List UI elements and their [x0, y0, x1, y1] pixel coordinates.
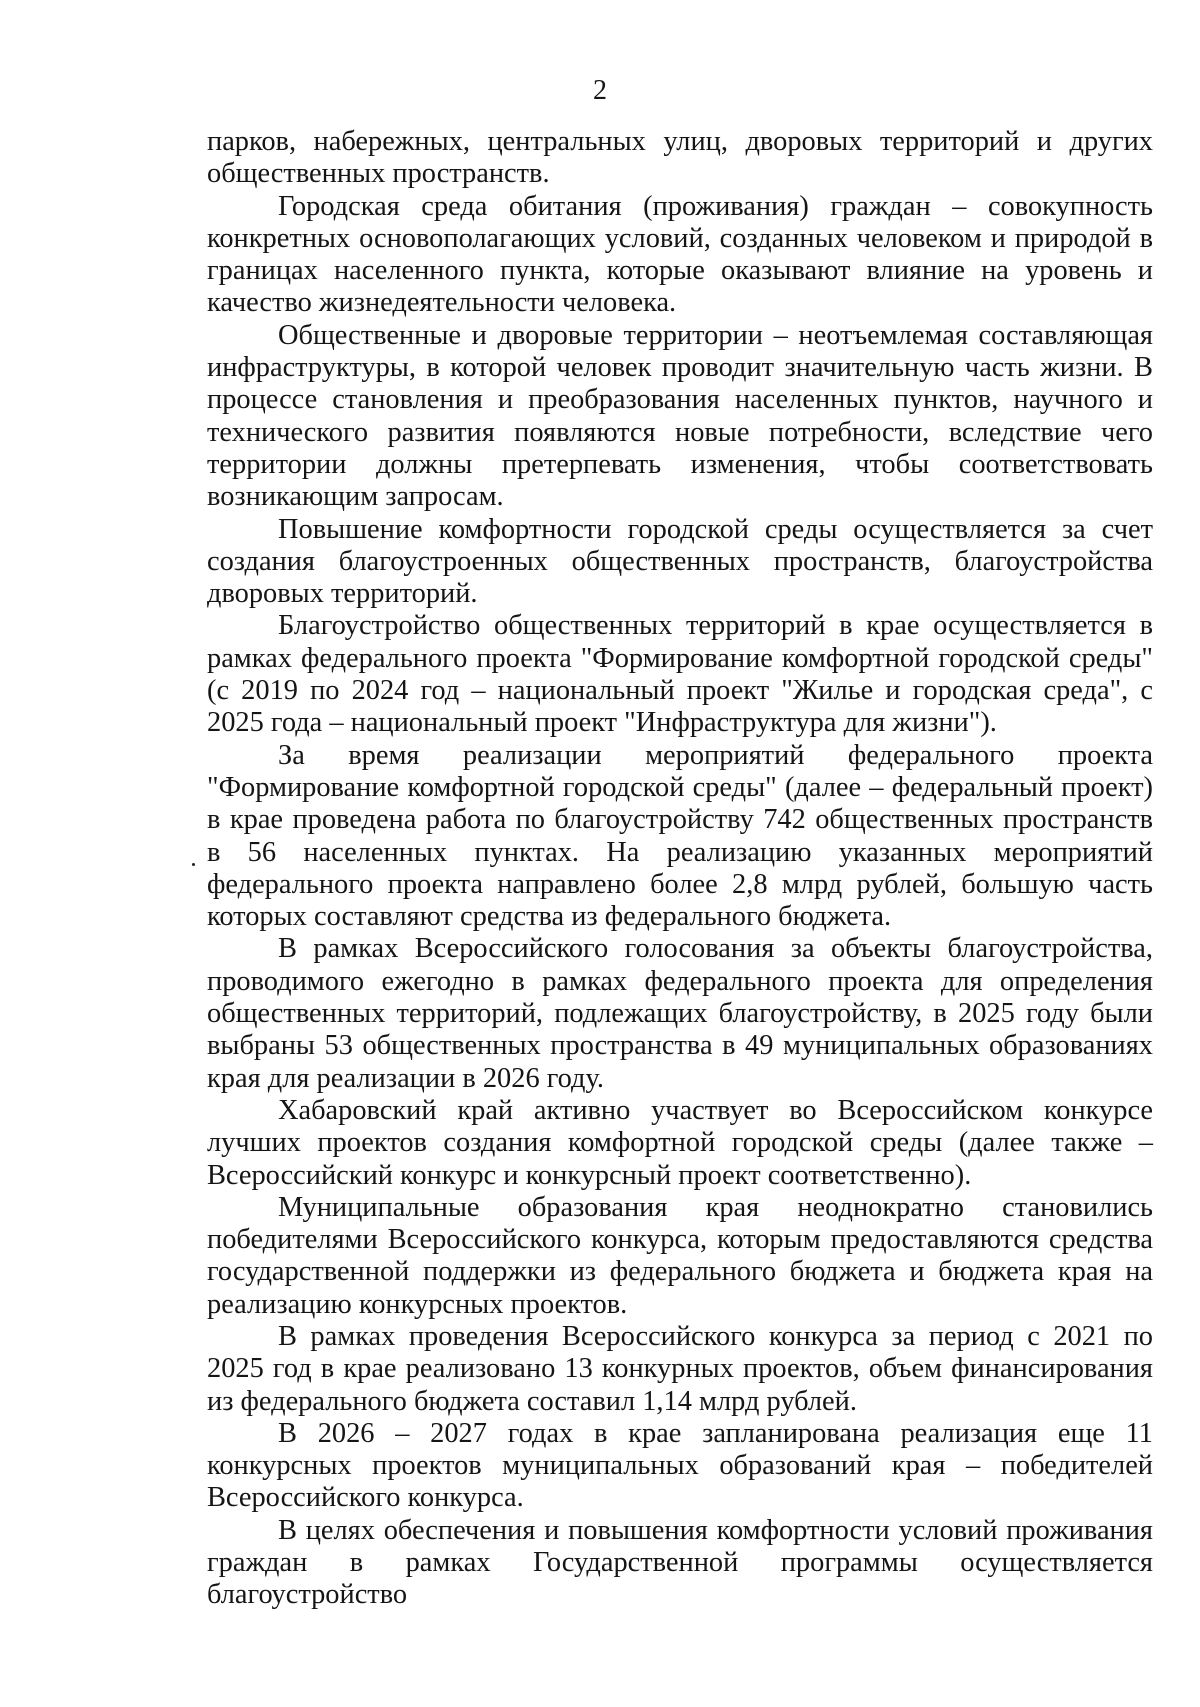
paragraph: Муниципальные образования края неоднократно становились победителями Всероссийского конкурса, которым предоставляются средства государственной поддержки из федерального бюджета и бюджета края на реализацию конкурсных проектов. — [207, 1191, 1153, 1320]
paragraph: Повышение комфортности городской среды осуществляется за счет создания благоустроенных общественных пространств, благоустройства дворовых территорий. — [207, 513, 1153, 610]
paragraph: Благоустройство общественных территорий в крае осуществляется в рамках федерального проекта "Формирование комфортной городской среды" (с 2019 по 2024 год – национальный проект "Жилье и городская среда", с 2025 года – национальный проект "Инфраструктура для жизни"). — [207, 610, 1153, 739]
document-body — [207, 126, 1153, 1612]
paragraph: Общественные и дворовые территории – неотъемлемая составляющая инфраструктуры, в которой человек проводит значительную часть жизни. В процессе становления и преобразования населенных пунктов, научного и технического развития появляются новые потребности, вследствие чего территории должны претерпевать изменения, чтобы соответствовать возникающим запросам. — [207, 319, 1153, 513]
paragraph: Хабаровский край активно участвует во Всероссийском конкурсе лучших проектов создания комфортной городской среды (далее также – Всероссийский конкурс и конкурсный проект соответственно). — [207, 1094, 1153, 1191]
scan-speck — [192, 863, 195, 866]
paragraph: Городская среда обитания (проживания) граждан – совокупность конкретных основополагающих условий, созданных человеком и природой в границах населенного пункта, которые оказывают влияние на уровень и качество жизнедеятельности человека. — [207, 190, 1153, 319]
page-number: 2 — [593, 75, 607, 106]
paragraph: В рамках Всероссийского голосования за объекты благоустройства, проводимого ежегодно в рамках федерального проекта для определения общественных территорий, подлежащих благоустройству, в 2025 году были выбраны 53 общественных пространства в 49 муниципальных образованиях края для реализации в 2026 году. — [207, 933, 1153, 1094]
paragraph: В целях обеспечения и повышения комфортности условий проживания граждан в рамках Государственной программы осуществляется благоустройство — [207, 1514, 1153, 1611]
paragraph: В 2026 – 2027 годах в крае запланирована реализация еще 11 конкурсных проектов муниципальных образований края – победителей Всероссийского конкурса. — [207, 1417, 1153, 1514]
paragraph: За время реализации мероприятий федерального проекта "Формирование комфортной городской среды" (далее – федеральный проект) в крае проведена работа по благоустройству 742 общественных пространств в 56 населенных пунктах. На реализацию указанных мероприятий федерального проекта направлено более 2,8 млрд рублей, большую часть которых составляют средства из федерального бюджета. — [207, 739, 1153, 933]
paragraph: парков, набережных, центральных улиц, дворовых территорий и других общественных пространств. — [207, 126, 1153, 190]
paragraph: В рамках проведения Всероссийского конкурса за период с 2021 по 2025 год в крае реализовано 13 конкурных проектов, объем финансирования из федерального бюджета составил 1,14 млрд рублей. — [207, 1320, 1153, 1417]
